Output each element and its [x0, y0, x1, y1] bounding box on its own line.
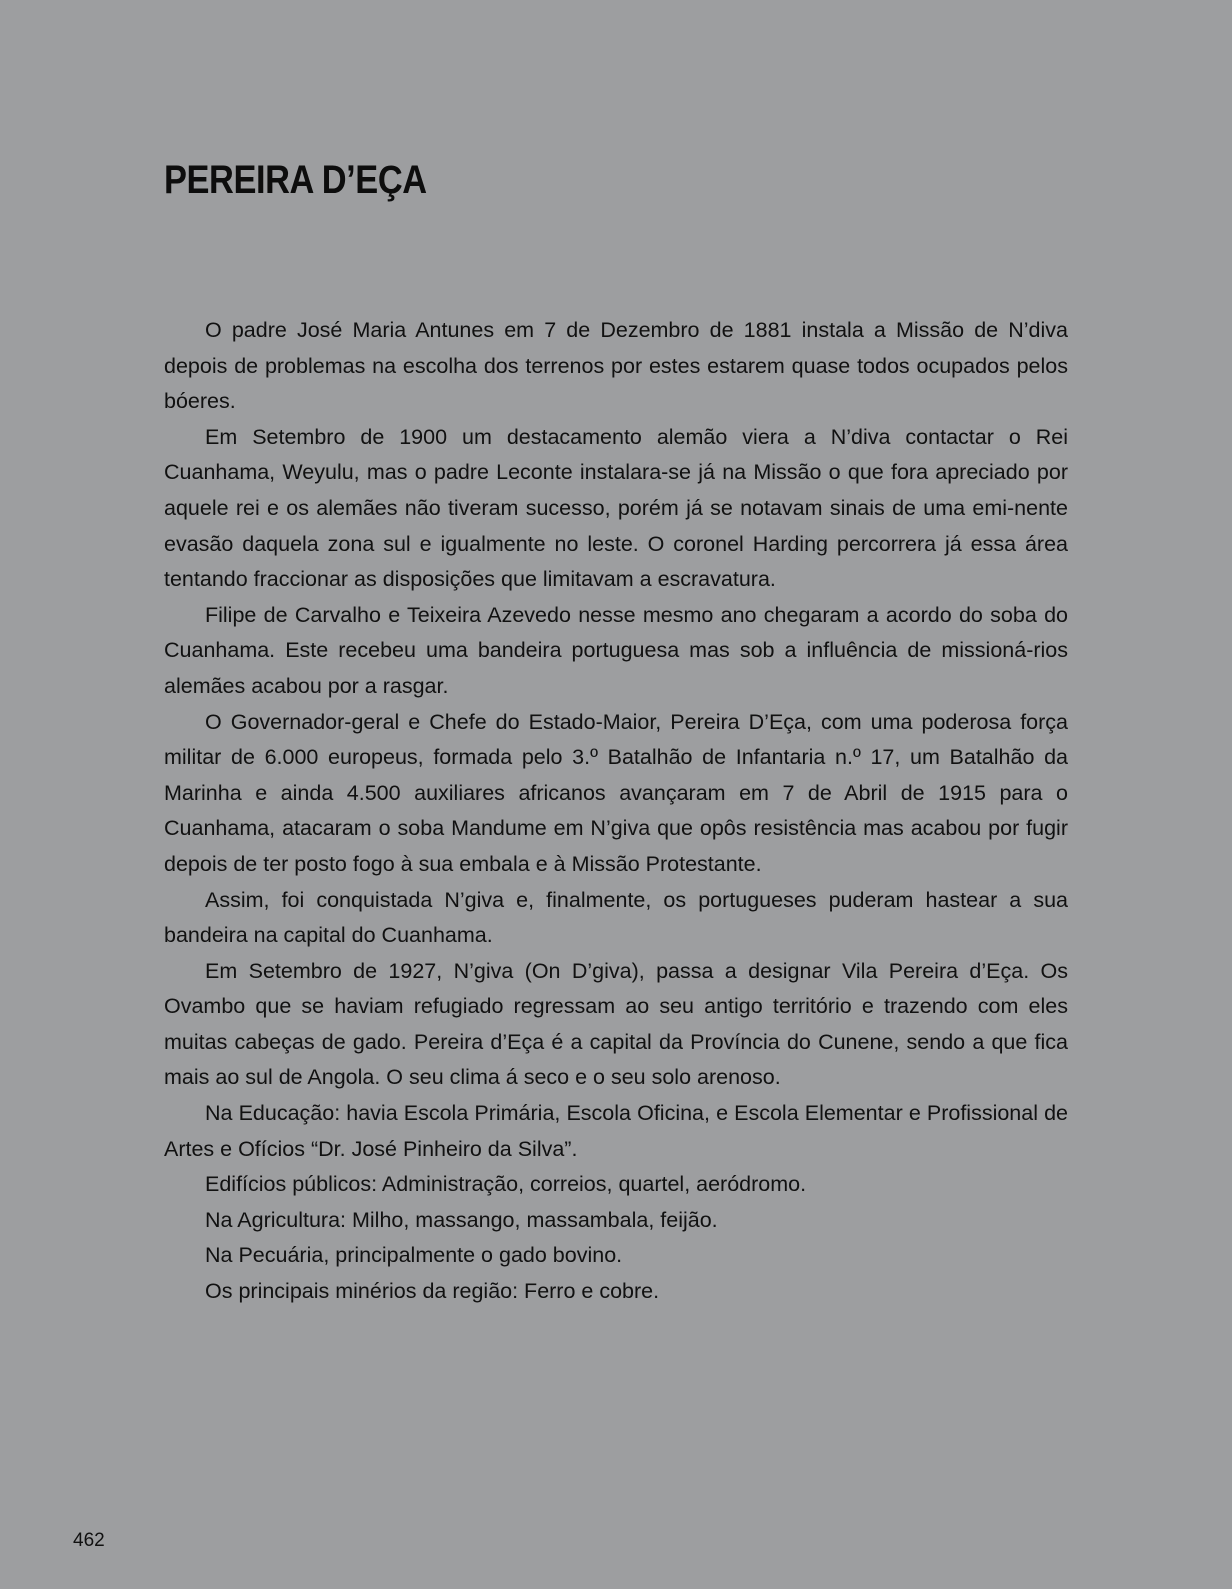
paragraph: O padre José Maria Antunes em 7 de Dezembro de 1881 instala a Missão de N’diva depois de problemas na escolha dos terrenos por estes estarem quase todos ocupados pelos bóeres.	[164, 318, 1068, 414]
page-number: 462	[73, 1530, 105, 1551]
paragraph: Filipe de Carvalho e Teixeira Azevedo nesse mesmo ano chegaram a acordo do soba do Cuanhama. Este recebeu uma bandeira portuguesa mas sob a influência de missioná-rios alemães acabou por a rasgar.	[164, 602, 1068, 698]
paragraph: Na Agricultura: Milho, massango, massambala, feijão.	[205, 1207, 718, 1232]
paragraph: O Governador-geral e Chefe do Estado-Maior, Pereira D’Eça, com uma poderosa força militar de 6.000 europeus, formada pelo 3.º Batalhão de Infantaria n.º 17, um Batalhão da Marinha e ainda 4.500 auxiliares africanos avançaram em 7 de Abril de 1915 para o Cuanhama, atacaram o soba Mandume em N’giva que opôs resistência mas acabou por fugir depois de ter posto fogo à sua embala e à Missão Protestante.	[164, 709, 1068, 876]
body-text	[164, 313, 1068, 1310]
paragraph: Na Educação: havia Escola Primária, Escola Oficina, e Escola Elementar e Profissional de Artes e Ofícios “Dr. José Pinheiro da Silva”.	[164, 1101, 1068, 1161]
paragraph: Edifícios públicos: Administração, correios, quartel, aeródromo.	[205, 1172, 807, 1197]
page-title: PEREIRA D’EÇA	[164, 158, 427, 202]
paragraph: Em Setembro de 1927, N’giva (On D’giva), passa a designar Vila Pereira d’Eça. Os Ovambo que se haviam refugiado regressam ao seu antigo território e trazendo com eles muitas cabeças de gado. Pereira d’Eça é a capital da Província do Cunene, sendo a que fica mais ao sul de Angola. O seu clima á seco e o seu solo arenoso.	[164, 958, 1068, 1090]
paragraph: Os principais minérios da região: Ferro e cobre.	[205, 1279, 660, 1304]
paragraph: Na Pecuária, principalmente o gado bovino.	[205, 1243, 623, 1268]
paragraph: Em Setembro de 1900 um destacamento alemão viera a N’diva contactar o Rei Cuanhama, Weyulu, mas o padre Leconte instalara-se já na Missão o que fora apreciado por aquele rei e os alemães não tiveram sucesso, porém já se notavam sinais de uma emi-nente evasão daquela zona sul e igualmente no leste. O coronel Harding percorrera já essa área tentando fraccionar as disposições que limitavam a escravatura.	[164, 424, 1068, 592]
paragraph: Assim, foi conquistada N’giva e, finalmente, os portugueses puderam hastear a sua bandeira na capital do Cuanhama.	[164, 887, 1068, 948]
